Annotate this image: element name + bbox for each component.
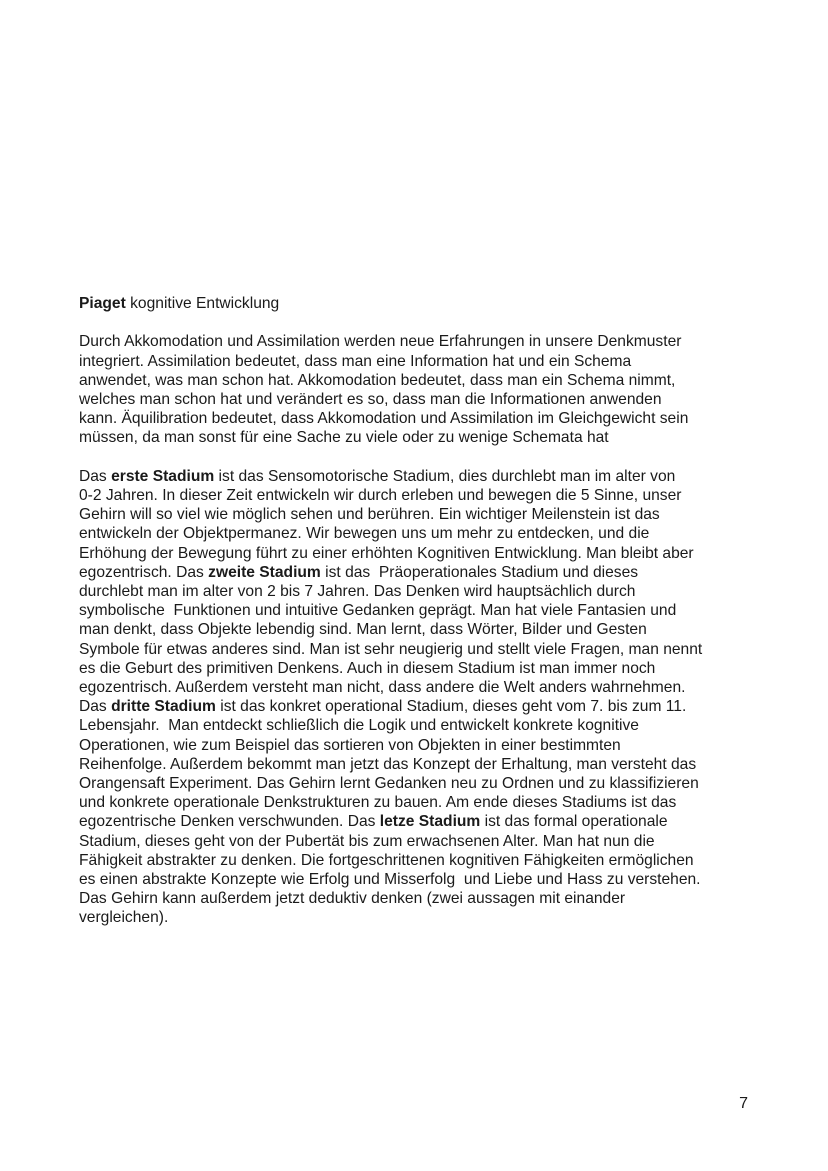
text-line: Lebensjahr. Man entdeckt schließlich die Logik und entwickelt konkrete kognitive [79, 717, 639, 735]
text-line: entwickeln der Objektpermanez. Wir bewegen uns um mehr zu entdecken, und die [79, 525, 650, 543]
text-line: es die Geburt des primitiven Denkens. Auch in diesem Stadium ist man immer noch [79, 659, 656, 677]
page-body [79, 294, 759, 928]
heading-bold-name: Piaget [79, 295, 126, 312]
text-line: durchlebt man im alter von 2 bis 7 Jahren. Das Denken wird hauptsächlich durch [79, 583, 636, 601]
spacer [79, 313, 759, 332]
text-line [79, 697, 759, 716]
text-run: Das [79, 698, 112, 716]
text-run: ist das Präoperationales Stadium und dieses [320, 563, 639, 581]
document-heading [79, 294, 759, 313]
heading-rest: kognitive Entwicklung [125, 295, 280, 312]
text-run: ist das konkret operational Stadium, dieses geht vom 7. bis zum 11. [215, 698, 687, 716]
text-line: Das Gehirn kann außerdem jetzt deduktiv denken (zwei aussagen mit einander [79, 890, 626, 908]
text-line: Stadium, dieses geht von der Pubertät bis zum erwachsenen Alter. Man hat nun die [79, 832, 655, 850]
text-run: egozentrische Denken verschwunden. Das [79, 813, 380, 831]
text-line: Gehirn will so viel wie möglich sehen und berühren. Ein wichtiger Meilenstein ist das [79, 506, 660, 524]
text-line: anwendet, was man schon hat. Akkomodation bedeutet, dass man ein Schema nimmt, [79, 371, 676, 389]
stage-3-label: dritte Stadium [111, 698, 216, 716]
text-line: man denkt, dass Objekte lebendig sind. Man lernt, dass Wörter, Bilder und Gesten [79, 621, 647, 639]
text-run: Das [79, 467, 112, 485]
text-line: es einen abstrakte Konzepte wie Erfolg und Misserfolg und Liebe und Hass zu verstehen. [79, 871, 701, 889]
text-line: Durch Akkomodation und Assimilation werden neue Erfahrungen in unsere Denkmuster [79, 333, 682, 351]
text-line: vergleichen). [79, 909, 169, 927]
text-line: Fähigkeit abstrakter zu denken. Die fortgeschrittenen kognitiven Fähigkeiten ermöglichen [79, 851, 694, 869]
text-run: egozentrisch. Das [79, 563, 209, 581]
text-line: und konkrete operationale Denkstrukturen zu bauen. Am ende dieses Stadiums ist das [79, 794, 677, 812]
stage-1-label: erste Stadium [111, 467, 215, 485]
text-line: welches man schon hat und verändert es so, dass man die Informationen anwenden [79, 391, 662, 408]
paragraph-stadien [79, 467, 759, 928]
text-run: ist das Sensomotorische Stadium, dies durchlebt man im alter von [214, 467, 676, 485]
text-line: Erhöhung der Bewegung führt zu einer erhöhten Kognitiven Entwicklung. Man bleibt aber [79, 544, 694, 562]
stage-2-label: zweite Stadium [208, 563, 321, 581]
text-line: Orangensaft Experiment. Das Gehirn lernt Gedanken neu zu Ordnen und zu klassifizieren [79, 775, 699, 793]
text-line: kann. Äquilibration bedeutet, dass Akkomodation und Assimilation im Gleichgewicht sein [79, 410, 689, 428]
text-line: Reihenfolge. Außerdem bekommt man jetzt das Konzept der Erhaltung, man versteht das [79, 755, 697, 773]
text-line [79, 812, 759, 831]
text-line: integriert. Assimilation bedeutet, dass man eine Information hat und ein Schema [79, 352, 632, 370]
text-line: Operationen, wie zum Beispiel das sortieren von Objekten in einer bestimmten [79, 736, 621, 754]
spacer [79, 448, 759, 467]
text-line: symbolische Funktionen und intuitive Gedanken geprägt. Man hat viele Fantasien und [79, 602, 677, 620]
paragraph-akkomodation [79, 332, 759, 447]
text-line: müssen, da man sonst für eine Sache zu viele oder zu wenige Schemata hat [79, 429, 609, 447]
text-line: 0-2 Jahren. In dieser Zeit entwickeln wir durch erleben und bewegen die 5 Sinne, unser [79, 487, 682, 504]
text-line: egozentrisch. Außerdem versteht man nicht, dass andere die Welt anders wahrnehmen. [79, 679, 686, 697]
text-run: ist das formal operationale [480, 813, 668, 831]
text-line [79, 467, 759, 486]
page-number: 7 [739, 1095, 748, 1112]
text-line [79, 563, 759, 582]
stage-4-label: letze Stadium [379, 813, 481, 831]
text-line: Symbole für etwas anderes sind. Man ist sehr neugierig und stellt viele Fragen, man nennt [79, 640, 703, 658]
